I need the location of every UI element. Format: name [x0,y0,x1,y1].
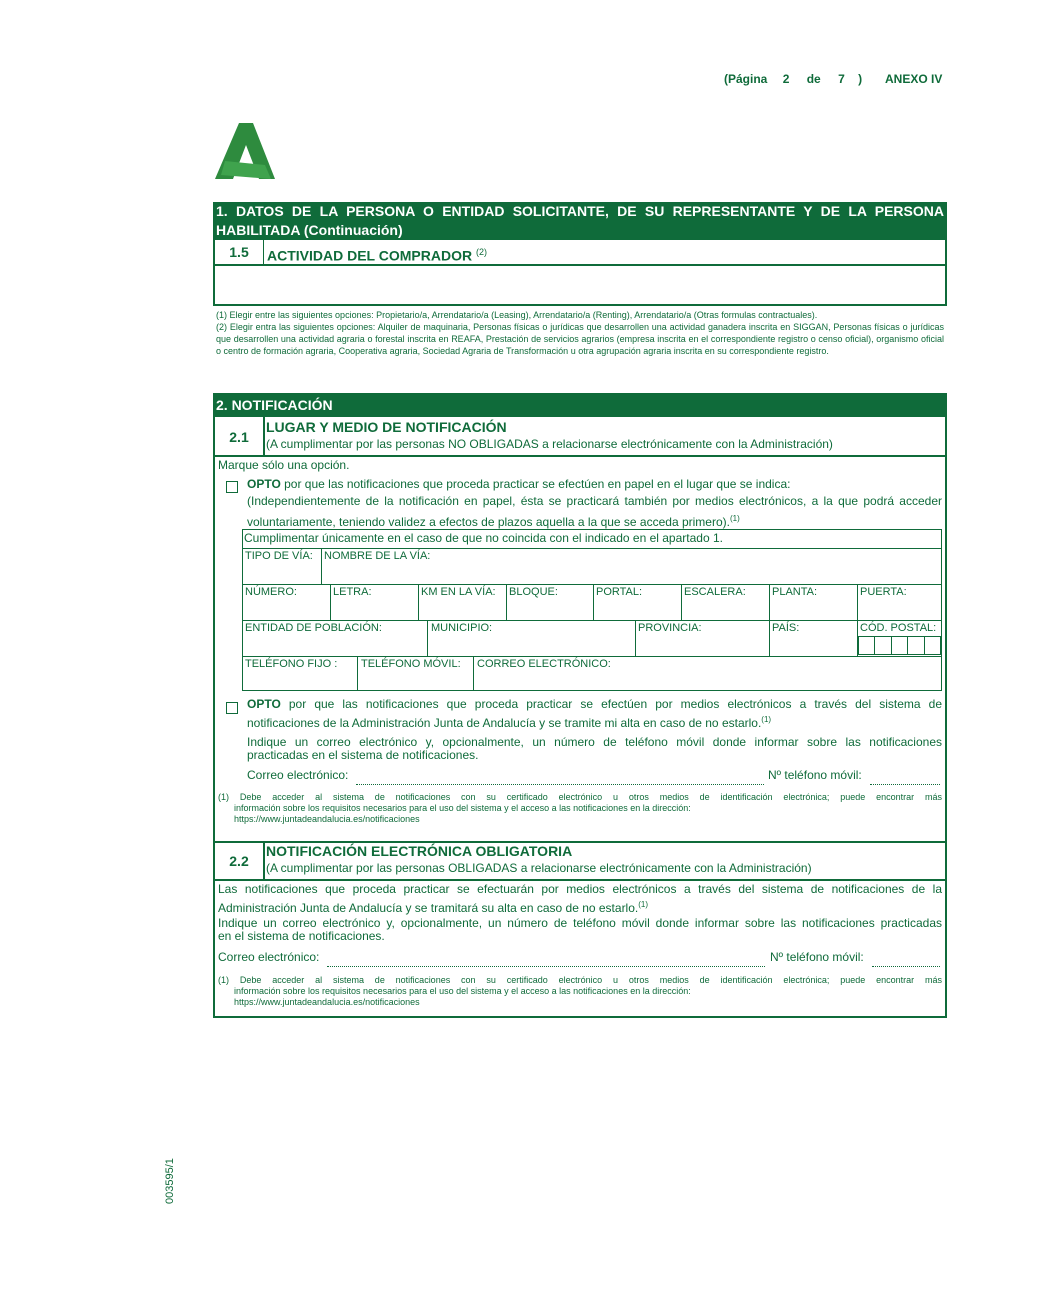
subsection-2-2-title: NOTIFICACIÓN ELECTRÓNICA OBLIGATORIA [266,843,573,859]
subsection-2-2-number: 2.2 [229,853,249,869]
subsection-2-1-subtitle: (A cumplimentar por las personas NO OBLIGADAS a relacionarse electrónicamente con la Administración) [266,437,833,451]
puerta-label: PUERTA: [860,586,907,598]
portal-label: PORTAL: [596,586,643,598]
note-2-2-link[interactable]: https://www.juntadeandalucia.es/notificaciones [234,997,420,1007]
indique-line2: practicadas en el sistema de notificaciones. [247,748,479,762]
subsection-2-1-header [266,419,833,453]
opt-papel-checkbox[interactable] [226,481,238,493]
cumplimentar-note: Cumplimentar únicamente en el caso de que no coincida con el indicado en el apartado 1. [244,531,723,545]
s22-indique-line1: Indique un correo electrónico y, opcionalmente, un número de teléfono móvil donde informar sobre las notificaciones practicadas [218,916,942,930]
opt-papel-line3: voluntariamente, teniendo validez a efectos de plazos aquella a la que se acceda primero). [247,515,730,529]
opt-electronico-line2: notificaciones de la Administración Junta de Andalucía y se tramite mi alta en caso de no estarlo. [247,716,762,730]
subsection-2-1-number: 2.1 [229,429,249,445]
page-de: de [806,72,821,86]
cod-postal-input[interactable] [858,636,941,655]
s22-text [218,882,942,916]
subsection-1-5-sup: (2) [475,247,487,257]
note-2-2 [218,975,942,1008]
km-label: KM EN LA VÍA: [421,586,496,598]
note-2-2-line1: (1) Debe acceder al sistema de notificaciones con su certificado electrónico u otros medios de identificación electrónica; puede encontrar más [218,975,942,985]
opt-electronico-text [247,697,942,731]
opt-papel-bold: OPTO [247,477,281,491]
s22-indique-line2: en el sistema de notificaciones. [218,929,385,943]
page-label: (Página [724,72,768,86]
subsection-2-2-subtitle: (A cumplimentar por las personas OBLIGADAS a relacionarse electrónicamente con la Administración) [266,861,812,875]
section-1-title-line1: 1. DATOS DE LA PERSONA O ENTIDAD SOLICITANTE, DE SU REPRESENTANTE Y DE LA PERSONA [216,203,944,219]
municipio-label: MUNICIPIO: [431,622,493,634]
opt-papel-sup: (1) [729,514,740,523]
marque-instruction: Marque sólo una opción. [218,458,350,472]
numero-label: NÚMERO: [245,586,297,598]
planta-label: PLANTA: [772,586,818,598]
note-1: (1) Elegir entre las siguientes opciones: Propietario/a, Arrendatario/a (Leasing), Arrendatario/a (Renting), Arrendatario/a (Otras formulas contractuales). [216,310,818,320]
page-indicator [724,72,862,86]
section-2-title: 2. NOTIFICACIÓN [213,393,947,417]
note-2-2-line2: información sobre los requisitos necesarios para el uso del sistema y el acceso a las notificaciones en la dirección: [234,986,691,996]
s22-line2: Administración Junta de Andalucía y se tramitará su alta en caso de no estarlo. [218,901,639,915]
indique-text-2-2 [218,917,942,943]
note-2-1-link[interactable]: https://www.juntadeandalucia.es/notificaciones [234,814,420,824]
movil-label-2-2: Nº teléfono móvil: [770,950,864,964]
s22-sup: (1) [638,900,649,909]
opt-electronico-checkbox[interactable] [226,702,238,714]
correo-electronico-label-2-1: Correo electrónico: [247,768,349,782]
section-1-title-line2: HABILITADA (Continuación) [216,222,403,238]
correo-electronico-input-2-1[interactable] [356,770,764,785]
note-2: (2) Elegir entra las siguientes opciones: Alquiler de maquinaria, Personas físicas o jurídicas que desarrollen una actividad ganadera inscrita en SIGGAN, Personas físicas o jurídicas que desarrollen una actividad agraria o forestal inscrita en REAFA, Prestación de servicios agrarios (empresa inscrita en el correspondiente registro o censo oficial), organismo oficial o centro de formación agraria, Cooperativa agraria, Sociedad Agraria de Transformación u otra agrupación agraria inscrita en su correspondiente registro. [216,322,944,356]
indique-line1: Indique un correo electrónico y, opcionalmente, un número de teléfono móvil donde informar sobre las notificaciones [247,735,942,749]
subsection-1-5-number: 1.5 [229,244,249,260]
bloque-label: BLOQUE: [509,586,558,598]
side-form-code: 003595/1 [164,1158,176,1204]
tipo-via-label: TIPO DE VÍA: [245,550,313,562]
correo-electronico-input-2-2[interactable] [327,952,765,967]
s22-line1: Las notificaciones que proceda practicar se efectuarán por medios electrónicos a través del sistema de notificaciones de la [218,882,942,896]
section-1-title [213,202,947,240]
opt-electronico-bold: OPTO [247,697,281,711]
junta-andalucia-a-logo-icon [213,123,277,181]
opt-papel-text [247,476,942,531]
cod-postal-label: CÓD. POSTAL: [860,622,937,634]
pais-label: PAÍS: [772,622,800,634]
tipo-via-input[interactable] [245,563,319,582]
note-2-1 [218,792,942,825]
page-paren: ) [858,72,863,86]
actividad-comprador-field[interactable] [215,267,945,303]
opt-electronico-line1: por que las notificaciones que proceda practicar se efectúen por medios electrónicos a través del sistema de [280,697,942,711]
indique-text-2-1 [247,736,942,762]
escalera-label: ESCALERA: [684,586,746,598]
opt-electronico-sup: (1) [761,715,772,724]
subsection-1-5-title-text: ACTIVIDAD DEL COMPRADOR [267,247,473,264]
telefono-fijo-label: TELÉFONO FIJO : [245,658,338,670]
correo-label: CORREO ELECTRÓNICO: [477,658,611,670]
nombre-via-input[interactable] [324,563,939,582]
telefono-movil-label: TELÉFONO MÓVIL: [361,658,461,670]
note-2-1-line2: información sobre los requisitos necesarios para el uso del sistema y el acceso a las notificaciones en la dirección: [234,803,691,813]
note-2-1-line1: (1) Debe acceder al sistema de notificaciones con su certificado electrónico u otros medios de identificación electrónica; puede encontrar más [218,792,942,802]
correo-electronico-label-2-2: Correo electrónico: [218,950,320,964]
subsection-1-5-title [267,240,487,264]
nombre-via-label: NOMBRE DE LA VÍA: [324,550,431,562]
movil-input-2-1[interactable] [870,770,940,785]
opt-papel-line2: (Independientemente de la notificación en papel, ésta se practicará también por medios electrónicos, a la que podrá acceder [247,494,942,508]
section-1-notes [216,309,944,357]
provincia-label: PROVINCIA: [638,622,702,634]
page-number: 2 [782,72,790,86]
anexo-label: ANEXO IV [885,72,943,86]
letra-label: LETRA: [333,586,372,598]
opt-papel-line1: por que las notificaciones que proceda practicar se efectúen en papel en el lugar que se indica: [280,477,791,491]
entidad-label: ENTIDAD DE POBLACIÓN: [245,622,382,634]
subsection-2-1-title: LUGAR Y MEDIO DE NOTIFICACIÓN [266,419,507,435]
movil-label-2-1: Nº teléfono móvil: [768,768,862,782]
page-total: 7 [838,72,845,86]
subsection-2-2-header [266,843,812,877]
movil-input-2-2[interactable] [872,952,940,967]
